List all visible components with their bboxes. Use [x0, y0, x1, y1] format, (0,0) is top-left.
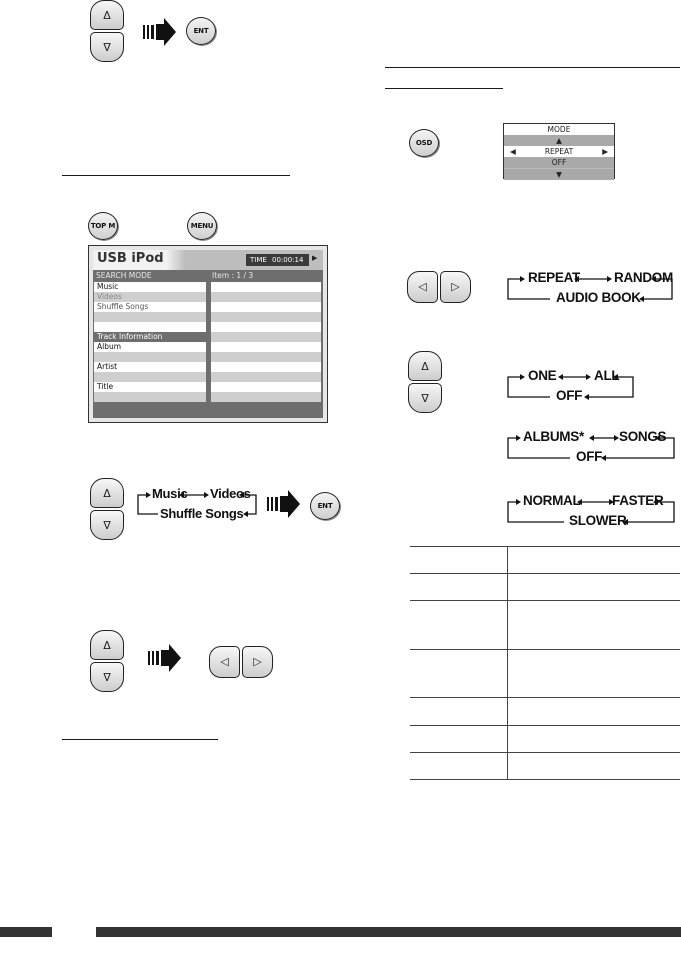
ent-button[interactable]: ENT — [310, 492, 340, 520]
up-key[interactable] — [408, 351, 442, 381]
table-row — [410, 601, 680, 650]
item-count: Item : 1 / 3 — [212, 271, 254, 280]
up-triangle-icon: Δ — [103, 639, 111, 652]
down-triangle-icon: ∇ — [103, 41, 111, 54]
play-icon: ▶ — [312, 254, 318, 262]
table-row — [410, 726, 680, 753]
left-key[interactable]: ◁ — [407, 271, 438, 303]
random-cycle — [506, 428, 676, 466]
list-item-empty — [94, 312, 206, 322]
osd-left-arrow-icon: ◀ — [510, 147, 516, 156]
info-table — [410, 546, 680, 780]
time-display — [246, 254, 309, 266]
screen-title-bar — [93, 250, 323, 270]
up-key[interactable] — [90, 630, 124, 660]
divider — [62, 739, 218, 740]
screen-title: USB iPod — [97, 251, 164, 266]
left-right-keys[interactable] — [209, 646, 275, 680]
repeat-cycle — [506, 367, 636, 405]
up-key[interactable] — [90, 0, 124, 30]
search-mode-cycle — [136, 486, 260, 524]
track-info-header: Track Information — [94, 332, 206, 342]
artist-value — [94, 372, 206, 382]
up-down-keys[interactable] — [90, 630, 126, 692]
cycle-repeat: REPEAT — [528, 270, 580, 285]
audiobook-cycle — [506, 492, 676, 530]
ent-button[interactable]: ENT — [186, 17, 216, 45]
cycle-albums: ALBUMS* — [523, 429, 584, 444]
up-down-keys[interactable] — [90, 0, 126, 62]
list-item[interactable]: Videos — [94, 292, 206, 302]
table-row — [410, 698, 680, 726]
down-triangle-icon: ∇ — [103, 671, 111, 684]
cycle-off: OFF — [576, 449, 603, 464]
osd-mode-cycle — [506, 269, 676, 307]
left-right-keys[interactable] — [407, 271, 473, 305]
cycle-off: OFF — [556, 388, 583, 403]
album-value — [94, 352, 206, 362]
list-item[interactable]: Shuffle Songs — [94, 302, 206, 312]
cycle-music: Music — [152, 486, 188, 501]
arrow-right-icon — [267, 488, 301, 520]
down-key[interactable] — [90, 510, 124, 540]
cycle-songs: SONGS — [619, 429, 667, 444]
cycle-one: ONE — [528, 368, 557, 383]
down-triangle-icon: ∇ — [103, 519, 111, 532]
cycle-shuffle-songs: Shuffle Songs — [160, 506, 244, 521]
item-list-panel — [211, 282, 321, 402]
right-key[interactable]: ▷ — [440, 271, 471, 303]
cycle-videos: Videos — [210, 486, 251, 501]
cycle-slower: SLOWER — [569, 513, 627, 528]
list-item[interactable]: Music — [94, 282, 206, 292]
footer-bar-left — [0, 927, 52, 937]
up-triangle-icon: Δ — [421, 360, 429, 373]
cycle-faster: FASTER — [612, 493, 664, 508]
up-down-keys[interactable] — [90, 478, 126, 540]
up-down-keys[interactable] — [408, 351, 444, 413]
up-key[interactable] — [90, 478, 124, 508]
osd-right-arrow-icon: ▶ — [602, 147, 608, 156]
down-triangle-icon: ∇ — [421, 392, 429, 405]
cycle-normal: NORMAL — [523, 493, 581, 508]
search-mode-header: SEARCH MODE — [96, 271, 152, 280]
up-triangle-icon: Δ — [103, 9, 111, 22]
table-row — [410, 574, 680, 601]
osd-menu-title: MODE — [504, 124, 614, 135]
divider — [385, 88, 503, 89]
up-triangle-icon: Δ — [103, 487, 111, 500]
time-value: 00:00:14 — [272, 256, 304, 264]
table-row — [410, 650, 680, 698]
osd-mode-menu — [503, 123, 615, 179]
arrow-right-icon — [148, 642, 182, 674]
down-key[interactable] — [90, 32, 124, 62]
cycle-random: RANDOM — [614, 270, 673, 285]
title-field: Title — [94, 382, 206, 392]
osd-item-label: REPEAT — [544, 147, 574, 156]
title-value — [94, 392, 206, 402]
footer-bar-right — [96, 927, 681, 937]
table-row — [410, 546, 680, 574]
down-key[interactable] — [90, 662, 124, 692]
list-item-empty — [94, 322, 206, 332]
left-key[interactable]: ◁ — [209, 646, 240, 678]
osd-up-arrow-icon: ▲ — [504, 135, 614, 146]
cycle-all: ALL — [594, 368, 620, 383]
osd-value: OFF — [504, 157, 614, 168]
osd-button[interactable]: OSD — [409, 129, 439, 157]
right-key[interactable]: ▷ — [242, 646, 273, 678]
arrow-right-icon — [143, 16, 177, 48]
table-row — [410, 753, 680, 780]
artist-field: Artist — [94, 362, 206, 372]
time-label: TIME — [250, 256, 267, 264]
divider — [385, 67, 680, 68]
osd-menu-item — [504, 146, 614, 157]
cycle-audio-book: AUDIO BOOK — [556, 290, 641, 305]
divider — [62, 175, 290, 176]
top-menu-button[interactable]: TOP M — [88, 212, 118, 240]
album-field: Album — [94, 342, 206, 352]
down-key[interactable] — [408, 383, 442, 413]
osd-down-arrow-icon: ▼ — [504, 168, 614, 180]
usb-ipod-screen — [88, 245, 328, 423]
menu-button[interactable]: MENU — [187, 212, 217, 240]
